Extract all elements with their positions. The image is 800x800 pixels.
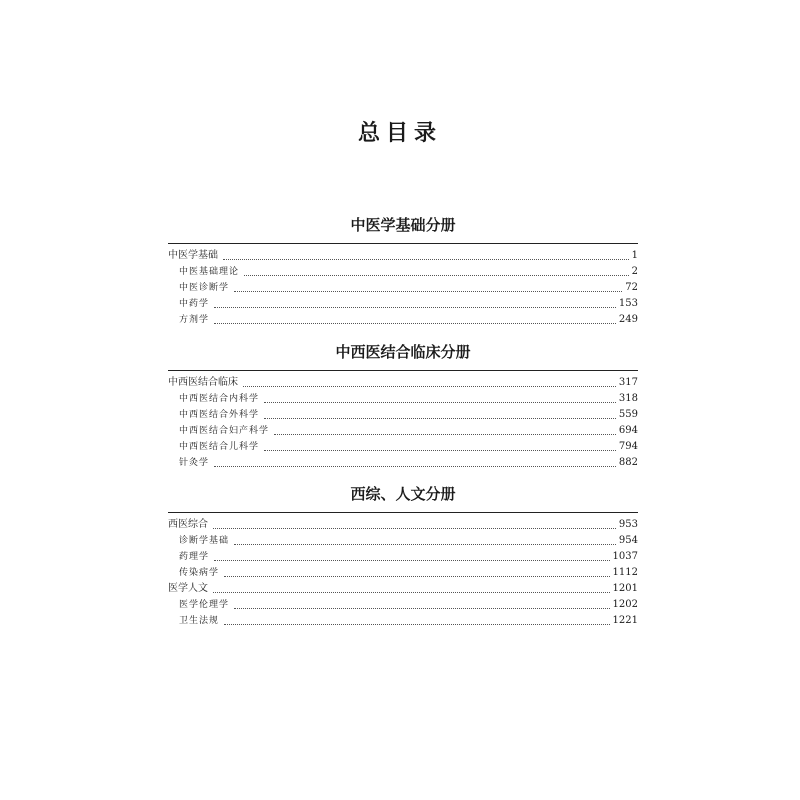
toc-subentry[interactable]: [168, 439, 638, 455]
dot-leader: [214, 307, 616, 308]
toc-entry[interactable]: [168, 517, 638, 533]
toc-subentry[interactable]: [168, 296, 638, 312]
toc-entry-list: [168, 248, 638, 328]
toc-entry-label: 中西医结合内科学: [179, 394, 260, 404]
toc-entry[interactable]: [168, 248, 638, 264]
toc-page-number: 1037: [612, 551, 638, 562]
toc-entry-label: 方剂学: [179, 315, 210, 325]
section-title: 中医学基础分册: [350, 216, 456, 234]
dot-leader: [234, 544, 616, 545]
dot-leader: [234, 608, 610, 609]
toc-section-clinical: [168, 342, 638, 471]
dot-leader: [214, 323, 616, 324]
toc-page-number: 1112: [612, 567, 638, 578]
toc-entry-label: 医学伦理学: [179, 600, 230, 610]
dot-leader: [214, 466, 616, 467]
toc-page-number: 318: [618, 393, 638, 404]
toc-page-number: 882: [618, 457, 638, 468]
toc-subentry[interactable]: [168, 312, 638, 328]
section-title: 中西医结合临床分册: [335, 343, 471, 361]
section-rule: [168, 370, 638, 371]
dot-leader: [264, 450, 616, 451]
toc-section-western: [168, 484, 638, 629]
dot-leader: [264, 402, 616, 403]
toc-page-number: 1221: [612, 615, 638, 626]
dot-leader: [243, 386, 616, 387]
toc-entry-label: 中西医结合临床: [168, 377, 238, 388]
toc-entry-label: 中西医结合妇产科学: [179, 426, 270, 436]
toc-entry-list: [168, 375, 638, 471]
toc-entry-label: 中医诊断学: [179, 283, 230, 293]
toc-entry-label: 中西医结合外科学: [179, 410, 260, 420]
toc-page-number: 794: [618, 441, 638, 452]
toc-entry-label: 诊断学基础: [179, 536, 230, 546]
toc-page-number: 1202: [612, 599, 638, 610]
toc-entry-label: 医学人文: [168, 583, 208, 594]
toc-entry[interactable]: [168, 375, 638, 391]
toc-entry-label: 中药学: [179, 299, 210, 309]
toc-page-number: 1: [631, 250, 638, 261]
toc-entry-list: [168, 517, 638, 629]
toc-page-number: 954: [618, 535, 638, 546]
toc-entry-label: 针灸学: [179, 458, 210, 468]
toc-entry[interactable]: [168, 581, 638, 597]
dot-leader: [274, 434, 616, 435]
toc-page-number: 559: [618, 409, 638, 420]
toc-page-number: 953: [618, 519, 638, 530]
toc-subentry[interactable]: [168, 280, 638, 296]
toc-entry-label: 中医基础理论: [179, 267, 240, 277]
toc-entry-label: 药理学: [179, 552, 210, 562]
toc-entry-label: 中西医结合儿科学: [179, 442, 260, 452]
dot-leader: [213, 592, 610, 593]
toc-subentry[interactable]: [168, 264, 638, 280]
toc-entry-label: 传染病学: [179, 568, 220, 578]
page-title: 总目录: [357, 121, 442, 146]
dot-leader: [264, 418, 616, 419]
toc-subentry[interactable]: [168, 597, 638, 613]
section-rule: [168, 512, 638, 513]
dot-leader: [234, 291, 622, 292]
dot-leader: [223, 259, 629, 260]
toc-subentry[interactable]: [168, 391, 638, 407]
toc-subentry[interactable]: [168, 549, 638, 565]
toc-page-number: 249: [618, 314, 638, 325]
dot-leader: [213, 528, 616, 529]
dot-leader: [224, 624, 610, 625]
section-title: 西综、人文分册: [350, 485, 456, 503]
toc-subentry[interactable]: [168, 455, 638, 471]
toc-subentry[interactable]: [168, 407, 638, 423]
dot-leader: [214, 560, 610, 561]
dot-leader: [244, 275, 629, 276]
toc-page-number: 153: [618, 298, 638, 309]
section-rule: [168, 243, 638, 244]
dot-leader: [224, 576, 610, 577]
toc-page-number: 1201: [612, 583, 638, 594]
toc-page-number: 317: [618, 377, 638, 388]
toc-entry-label: 中医学基础: [168, 250, 218, 261]
toc-entry-label: 西医综合: [168, 519, 208, 530]
toc-page-number: 694: [618, 425, 638, 436]
toc-section-basic: [168, 215, 638, 328]
toc-page-number: 2: [631, 266, 638, 277]
toc-entry-label: 卫生法规: [179, 616, 220, 626]
toc-page-number: 72: [625, 282, 638, 293]
toc-subentry[interactable]: [168, 613, 638, 629]
toc-subentry[interactable]: [168, 533, 638, 549]
toc-subentry[interactable]: [168, 565, 638, 581]
toc-subentry[interactable]: [168, 423, 638, 439]
